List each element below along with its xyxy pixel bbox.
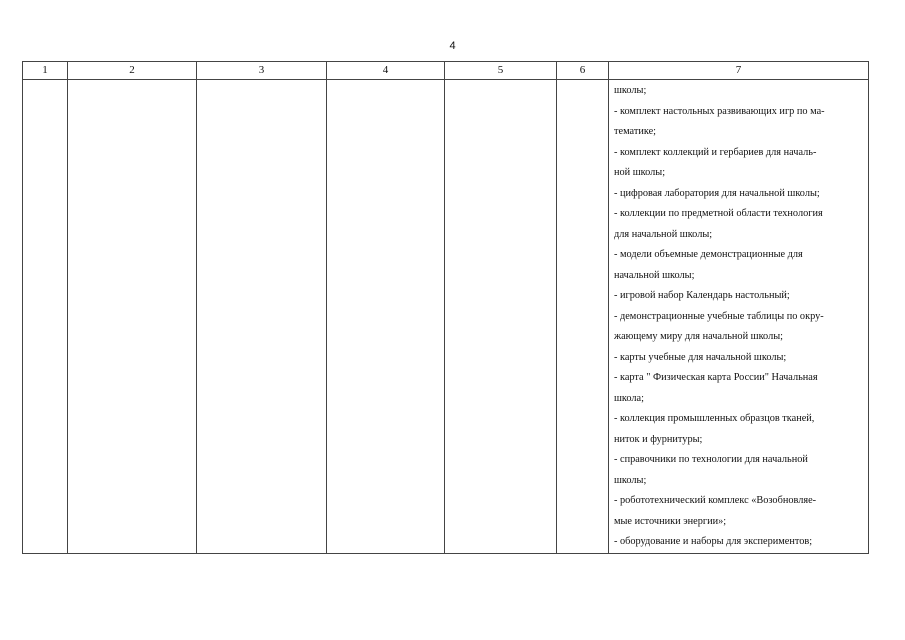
list-item: мые источники энергии»; [614, 515, 727, 527]
list-item: жающему миру для начальной школы; [614, 331, 783, 342]
cell-col-6 [557, 80, 609, 554]
page-number: 4 [449, 40, 456, 52]
list-item: - комплект настольных развивающих игр по ма- [614, 105, 825, 117]
column-header-3: 3 [197, 62, 327, 80]
list-item: начальной школы; [614, 269, 695, 281]
list-item: - демонстрационные учебные таблицы по окру- [614, 310, 824, 322]
list-item: - карты учебные для начальной школы; [614, 351, 787, 363]
list-item: школа; [614, 392, 644, 404]
list-item: - цифровая лаборатория для начальной школы; [614, 187, 820, 199]
list-item: школы; [614, 85, 647, 96]
list-item: - оборудование и наборы для экспериментов; [614, 536, 813, 547]
column-header-6: 6 [557, 62, 609, 80]
cell-col-2 [68, 80, 197, 554]
header-row [23, 62, 869, 80]
cell-col-4 [327, 80, 445, 554]
equipment-list [609, 80, 868, 553]
column-header-1: 1 [23, 62, 68, 80]
content-table [22, 61, 869, 554]
list-item: - модели объемные демонстрационные для [614, 249, 803, 260]
list-item: тематике; [614, 126, 657, 137]
column-header-2: 2 [68, 62, 197, 80]
cell-col-5 [445, 80, 557, 554]
list-item: для начальной школы; [614, 228, 713, 240]
list-item: - коллекция промышленных образцов тканей, [614, 413, 815, 424]
list-item: - робототехнический комплекс «Возобновляе- [614, 495, 817, 506]
column-header-7: 7 [609, 62, 869, 80]
list-item: школы; [614, 474, 647, 486]
list-item: - карта " Физическая карта России" Начальная [614, 372, 818, 383]
cell-col-7 [609, 80, 869, 554]
list-item: - игровой набор Календарь настольный; [614, 290, 790, 301]
list-item: - коллекции по предметной области технология [614, 208, 823, 219]
cell-col-3 [197, 80, 327, 554]
cell-col-1 [23, 80, 68, 554]
list-item: - справочники по технологии для начальной [614, 454, 808, 465]
column-header-4: 4 [327, 62, 445, 80]
list-item: ной школы; [614, 167, 666, 178]
column-header-5: 5 [445, 62, 557, 80]
table-row [23, 80, 869, 554]
list-item: - комплект коллекций и гербариев для началь- [614, 146, 817, 158]
list-item: ниток и фурнитуры; [614, 433, 703, 445]
